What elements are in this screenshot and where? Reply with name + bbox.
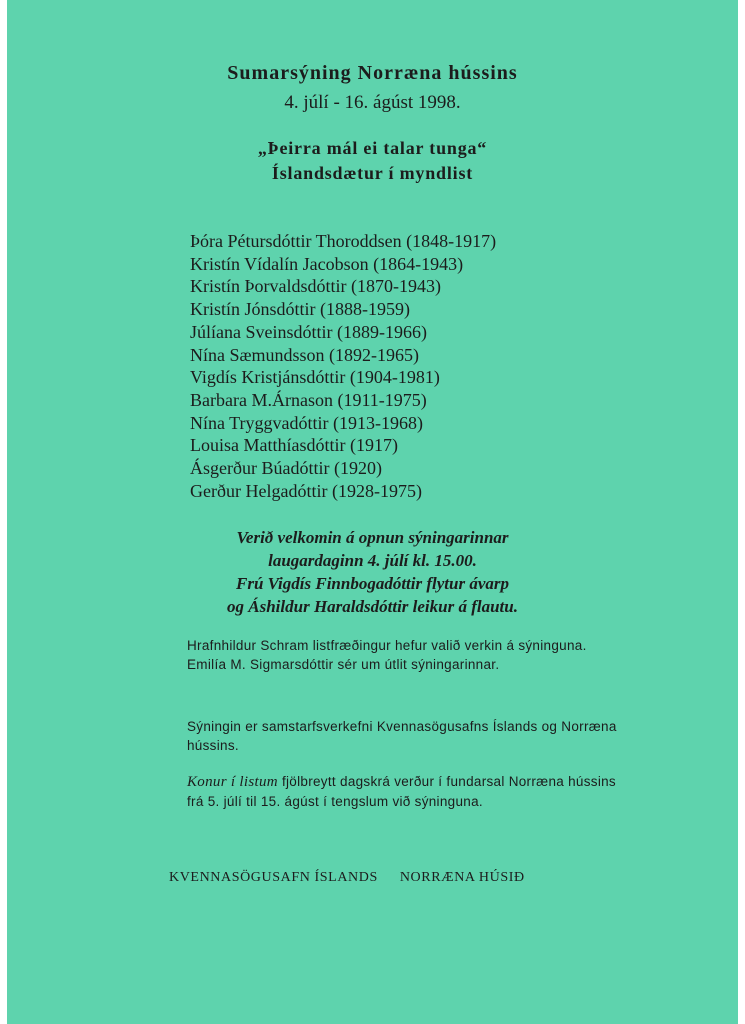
exhibition-dates: 4. júlí - 16. ágúst 1998. bbox=[284, 92, 461, 113]
program-paragraph bbox=[187, 772, 627, 811]
invitation-line: Verið velkomin á opnun sýningarinnar bbox=[236, 528, 509, 547]
program-text: fjölbreytt dagskrá verður í fundarsal Norræna hússins frá 5. júlí til 15. ágúst í tengslum við sýninguna. bbox=[187, 774, 616, 809]
artist-item: Vigdís Kristjánsdóttir (1904-1981) bbox=[190, 367, 440, 388]
artist-item: Louisa Matthíasdóttir (1917) bbox=[190, 435, 398, 456]
artist-item: Kristín Þorvaldsdóttir (1870-1943) bbox=[190, 276, 441, 297]
organizer-right: NORRÆNA HÚSIÐ bbox=[399, 870, 525, 885]
artist-item: Júlíana Sveinsdóttir (1889-1966) bbox=[190, 321, 427, 342]
artist-item: Þóra Pétursdóttir Thoroddsen (1848-1917) bbox=[190, 231, 497, 251]
footer-organizers bbox=[169, 870, 525, 886]
exhibition-quote: „Þeirra mál ei talar tunga“ bbox=[257, 138, 488, 158]
artist-item: Barbara M.Árnason (1911-1975) bbox=[190, 389, 427, 410]
exhibition-title: Sumarsýning Norræna hússins bbox=[227, 62, 518, 84]
organizer-left: KVENNASÖGUSAFN ÍSLANDS bbox=[169, 870, 378, 885]
artist-item: Gerður Helgadóttir (1928-1975) bbox=[190, 480, 422, 501]
artist-item: Nína Sæmundsson (1892-1965) bbox=[190, 344, 419, 365]
artist-item: Nína Tryggvadóttir (1913-1968) bbox=[190, 412, 423, 433]
artist-list bbox=[190, 230, 496, 502]
opening-invitation bbox=[7, 526, 738, 618]
artist-item: Kristín Vídalín Jacobson (1864-1943) bbox=[190, 253, 464, 274]
program-title: Konur í listum bbox=[187, 774, 278, 790]
curator-paragraph: Hrafnhildur Schram listfræðingur hefur valið verkin á sýninguna. Emilía M. Sigmarsdóttir sér um útlit sýningarinnar. bbox=[187, 638, 587, 672]
artist-item: Ásgerður Búadóttir (1920) bbox=[190, 458, 382, 479]
exhibition-subtitle: Íslandsdætur í myndlist bbox=[271, 163, 474, 183]
invitation-line: Frú Vigdís Finnbogadóttir flytur ávarp bbox=[235, 574, 509, 593]
invitation-line: laugardaginn 4. júlí kl. 15.00. bbox=[268, 551, 477, 570]
invitation-line: og Áshildur Haraldsdóttir leikur á flautu. bbox=[227, 597, 518, 616]
artist-item: Kristín Jónsdóttir (1888-1959) bbox=[190, 299, 410, 320]
collaboration-paragraph: Sýningin er samstarfsverkefni Kvennasögusafns Íslands og Norræna hússins. bbox=[187, 719, 617, 753]
flyer-sheet bbox=[7, 0, 738, 1024]
